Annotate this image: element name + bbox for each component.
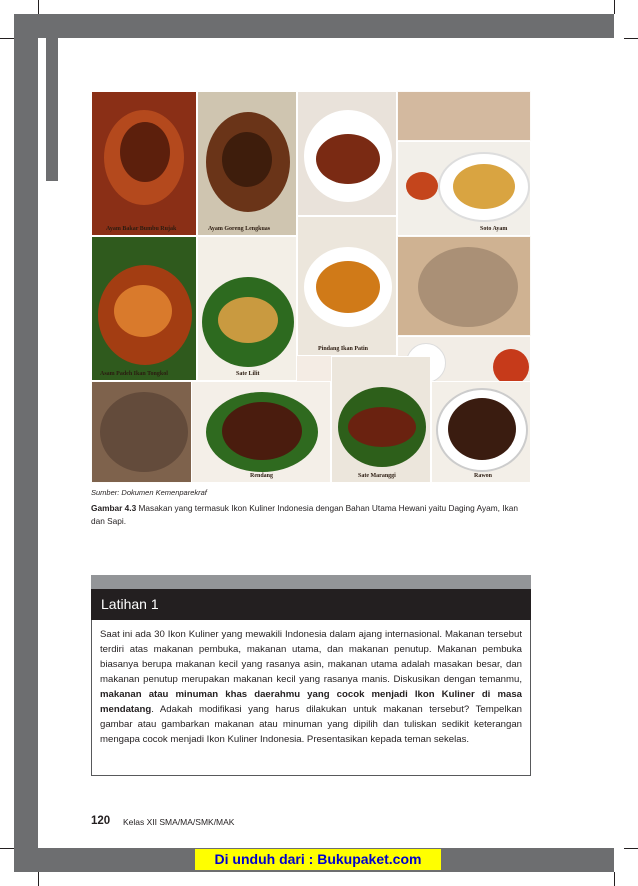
trim-mark bbox=[38, 0, 39, 14]
figure-label: Gambar 4.3 bbox=[91, 503, 137, 513]
photo-ayam-goreng bbox=[197, 91, 297, 236]
trim-mark bbox=[38, 872, 39, 886]
page-top-bar bbox=[38, 14, 614, 38]
photo-asam-padeh bbox=[91, 236, 197, 381]
photo-faded-dish bbox=[91, 381, 197, 483]
photo-faded-dish bbox=[397, 236, 531, 336]
page-left-stub bbox=[46, 38, 58, 181]
exercise-text-part: Saat ini ada 30 Ikon Kuliner yang mewakili Indonesia dalam ajang internasional. Makanan tersebut terdiri atas makanan pembuka, makanan utama, dan makanan penutup. Makanan pembuka biasanya berupa makanan kecil yang rasanya asin, makanan utama adalah masakan besar, dan makanan penutup merupakan makanan kecil yang rasanya manis. Diskusikan dengan temanmu, bbox=[100, 629, 522, 685]
page-left-bar bbox=[14, 14, 38, 872]
photo-label: Rawon bbox=[474, 473, 493, 479]
page-number: 120 bbox=[91, 815, 111, 827]
figure-source: Sumber: Dokumen Kemenparekraf bbox=[91, 488, 207, 497]
figure-caption-text: Masakan yang termasuk Ikon Kuliner Indonesia dengan Bahan Utama Hewani yaitu Daging Ayam, Ikan dan Sapi. bbox=[91, 503, 518, 526]
photo-label: Ayam Bakar Bumbu Rujak bbox=[106, 226, 177, 232]
photo-rawon bbox=[431, 381, 531, 483]
photo-label: Rendang bbox=[250, 473, 274, 479]
photo-faded-dish bbox=[397, 91, 531, 141]
photo-sate-maranggi bbox=[331, 356, 431, 483]
photo-label: Sate Maranggi bbox=[358, 473, 396, 479]
trim-mark bbox=[624, 38, 638, 39]
photo-rendang bbox=[191, 381, 331, 483]
exercise-text-emphasis: makanan atau minuman khas daerahmu yang cocok menjadi Ikon Kuliner di masa mendatang bbox=[100, 689, 522, 715]
photo-label: Asam Padeh Ikan Tongkol bbox=[100, 371, 168, 377]
trim-mark bbox=[0, 848, 14, 849]
trim-mark bbox=[0, 38, 14, 39]
exercise-top-bar bbox=[91, 575, 531, 589]
exercise-title: Latihan 1 bbox=[101, 596, 159, 612]
trim-mark bbox=[614, 0, 615, 14]
photo-soto-ayam bbox=[397, 141, 531, 236]
photo-sate-lilit bbox=[197, 236, 297, 381]
exercise-text-part: . Adakah modifikasi yang harus dilakukan untuk makanan tersebut? Tempelkan gambar atau gambarkan makanan atau minuman yang dipilih dan tuliskan sedikit keterangan mengapa cocok menjadi Ikon Kuliner Indonesia. Presentasikan kepada teman sekelas. bbox=[100, 704, 522, 745]
photo-label: Sate Lilit bbox=[236, 371, 260, 377]
trim-mark bbox=[614, 872, 615, 886]
photo-pindang bbox=[297, 216, 397, 356]
trim-mark bbox=[624, 848, 638, 849]
exercise-text bbox=[100, 627, 522, 747]
food-photo-collage bbox=[91, 91, 531, 483]
photo-ayam-bakar bbox=[91, 91, 197, 236]
photo-label: Ayam Goreng Lengkuas bbox=[208, 226, 271, 232]
download-banner[interactable]: Di unduh dari : Bukupaket.com bbox=[195, 849, 441, 870]
photo-label: Soto Ayam bbox=[480, 226, 508, 232]
book-title: Kelas XII SMA/MA/SMK/MAK bbox=[123, 817, 235, 827]
photo-sate bbox=[297, 91, 397, 216]
photo-label: Pindang Ikan Patin bbox=[318, 346, 369, 352]
figure-caption bbox=[91, 502, 531, 528]
